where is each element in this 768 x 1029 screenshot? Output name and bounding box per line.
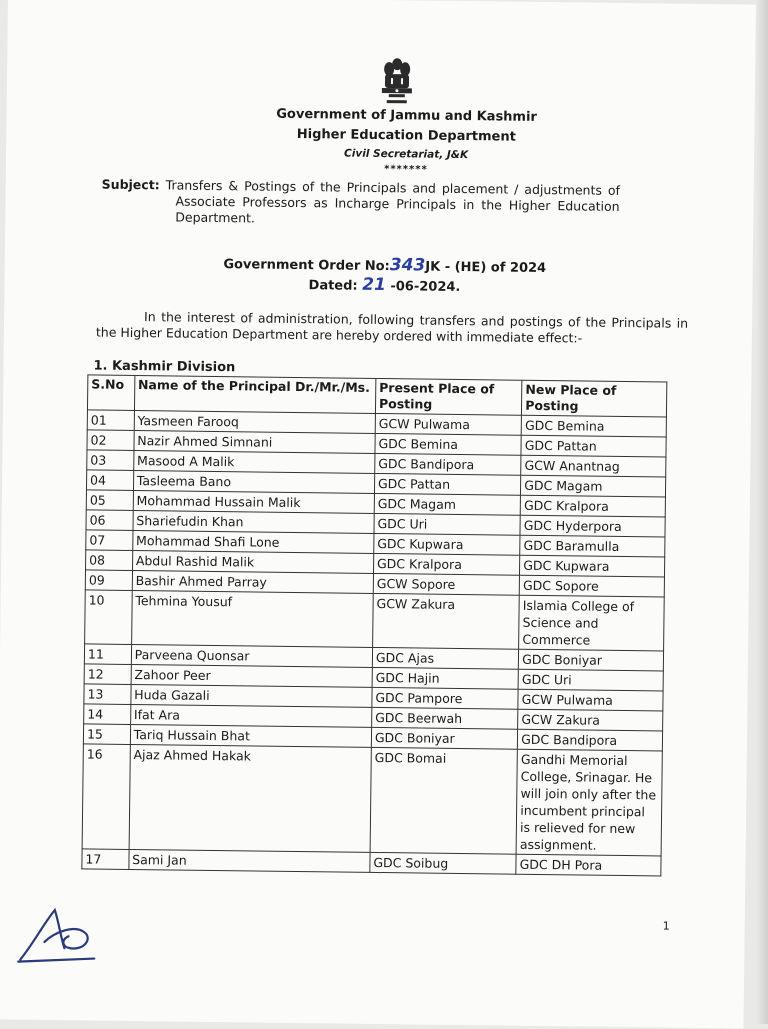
subject-block: [101, 177, 692, 232]
cell-new-posting: GDC Bandipora: [518, 729, 663, 751]
header-separator: *******: [384, 164, 428, 176]
cell-present-posting: GDC Ajas: [372, 647, 518, 669]
transfers-table: [81, 374, 667, 876]
cell-new-posting: GDC Uri: [518, 669, 663, 691]
cell-present-posting: GDC Bomai: [370, 747, 518, 854]
cell-sno: 07: [86, 530, 133, 551]
cell-present-posting: GCW Sopore: [373, 573, 519, 595]
cell-sno: 11: [84, 644, 131, 665]
dated-label: Dated:: [308, 278, 358, 294]
cell-present-posting: GDC Bandipora: [375, 453, 521, 475]
cell-name: Tariq Hussain Bhat: [130, 724, 371, 747]
cell-sno: 14: [84, 704, 131, 725]
cell-new-posting: GCW Zakura: [518, 709, 663, 731]
cell-name: Huda Gazali: [131, 684, 372, 707]
cell-sno: 03: [87, 450, 134, 471]
intro-paragraph: [96, 309, 688, 348]
cell-sno: 02: [87, 430, 134, 451]
cell-new-posting: GDC Sopore: [519, 575, 664, 597]
cell-present-posting: GDC Kralpora: [373, 553, 519, 575]
cell-new-posting: GDC Boniyar: [519, 649, 664, 671]
header-secretariat: Civil Secretariat, J&K: [344, 147, 469, 162]
date-suffix: -06-2024.: [390, 279, 461, 295]
header-government: Government of Jammu and Kashmir: [276, 106, 537, 125]
cell-present-posting: GDC Magam: [374, 493, 520, 515]
national-emblem-icon: [379, 56, 416, 108]
subject-line-1: Transfers & Postings of the Principals and placement / adjustments of: [165, 177, 621, 198]
cell-sno: 15: [83, 724, 130, 745]
cell-name: Masood A Malik: [133, 451, 374, 474]
order-suffix: JK - (HE) of 2024: [425, 259, 547, 277]
cell-present-posting: GCW Zakura: [373, 593, 520, 649]
cell-present-posting: GCW Pulwama: [375, 413, 521, 435]
cell-sno: 17: [82, 849, 129, 870]
cell-present-posting: GDC Beerwah: [372, 707, 518, 729]
page-edge-shadow: [756, 0, 768, 1024]
cell-new-posting: GDC Kupwara: [520, 555, 665, 577]
cell-present-posting: GDC Boniyar: [371, 727, 517, 749]
cell-name: Tasleema Bano: [133, 470, 374, 493]
page-number: 1: [662, 919, 670, 933]
cell-new-posting: GDC Magam: [521, 475, 666, 497]
cell-new-posting: Islamia College of Science and Commerce: [519, 595, 664, 651]
cell-new-posting: GDC Kralpora: [520, 495, 665, 517]
cell-present-posting: GDC Pattan: [374, 473, 520, 495]
table-body: [82, 410, 667, 876]
signature-icon: [14, 902, 105, 969]
cell-new-posting: Gandhi Memorial College, Srinagar. He will join only after the incumbent principal is relieved for new assignment.: [516, 749, 662, 856]
cell-new-posting: GDC Hyderpora: [520, 515, 665, 537]
cell-sno: 10: [85, 590, 132, 645]
header-sno: S.No: [87, 375, 134, 411]
cell-name: Parveena Quonsar: [131, 644, 372, 667]
cell-name: Mohammad Hussain Malik: [133, 490, 374, 513]
cell-new-posting: GDC Baramulla: [520, 535, 665, 557]
header-name: Name of the Principal Dr./Mr./Ms.: [134, 376, 376, 414]
cell-name: Zahoor Peer: [131, 664, 372, 687]
table-row: [85, 590, 665, 651]
header-department: Higher Education Department: [296, 126, 516, 145]
cell-name: Abdul Rashid Malik: [132, 550, 373, 573]
order-number-handwritten: 343: [389, 255, 426, 276]
cell-new-posting: GCW Pulwama: [518, 689, 663, 711]
date-handwritten: 21: [362, 274, 387, 296]
cell-name: Ifat Ara: [130, 704, 371, 727]
cell-name: Nazir Ahmed Simnani: [134, 431, 375, 454]
cell-sno: 08: [86, 550, 133, 571]
cell-present-posting: GDC Bemina: [375, 433, 521, 455]
cell-sno: 01: [87, 410, 134, 431]
subject-label: Subject:: [101, 176, 160, 193]
order-prefix: Government Order No:: [223, 257, 390, 275]
order-block: [204, 254, 564, 298]
cell-sno: 12: [84, 664, 131, 685]
cell-name: Mohammad Shafi Lone: [132, 530, 373, 553]
intro-text: In the interest of administration, following transfers and postings of the Principals in the Higher Education Department are hereby ordered with immediate effect:-: [95, 309, 689, 346]
division-title: 1. Kashmir Division: [93, 358, 236, 376]
cell-name: Shariefudin Khan: [133, 510, 374, 533]
subject-line-2: Associate Professors as Incharge Principals in the Higher Education Department.: [175, 193, 620, 226]
cell-present-posting: GDC Pampore: [372, 687, 518, 709]
cell-present-posting: GDC Hajin: [372, 667, 518, 689]
cell-name: Tehmina Yousuf: [131, 590, 373, 647]
cell-present-posting: GDC Kupwara: [374, 533, 520, 555]
cell-name: Ajaz Ahmed Hakak: [129, 744, 371, 852]
header-present-posting: Present Place of Posting: [375, 378, 522, 415]
cell-sno: 09: [85, 570, 132, 591]
cell-name: Yasmeen Farooq: [134, 411, 375, 434]
cell-new-posting: GDC DH Pora: [516, 854, 661, 876]
cell-name: Bashir Ahmed Parray: [132, 570, 373, 593]
cell-new-posting: GCW Anantnag: [521, 455, 666, 477]
table-row: [82, 744, 662, 856]
cell-sno: 13: [84, 684, 131, 705]
cell-sno: 05: [86, 490, 133, 511]
cell-present-posting: GDC Soibug: [370, 852, 516, 874]
cell-sno: 06: [86, 510, 133, 531]
cell-name: Sami Jan: [129, 849, 370, 872]
cell-sno: 04: [86, 470, 133, 491]
cell-sno: 16: [82, 744, 130, 850]
header-new-posting: New Place of Posting: [522, 380, 667, 417]
cell-new-posting: GDC Bemina: [521, 415, 666, 437]
cell-new-posting: GDC Pattan: [521, 435, 666, 457]
cell-present-posting: GDC Uri: [374, 513, 520, 535]
